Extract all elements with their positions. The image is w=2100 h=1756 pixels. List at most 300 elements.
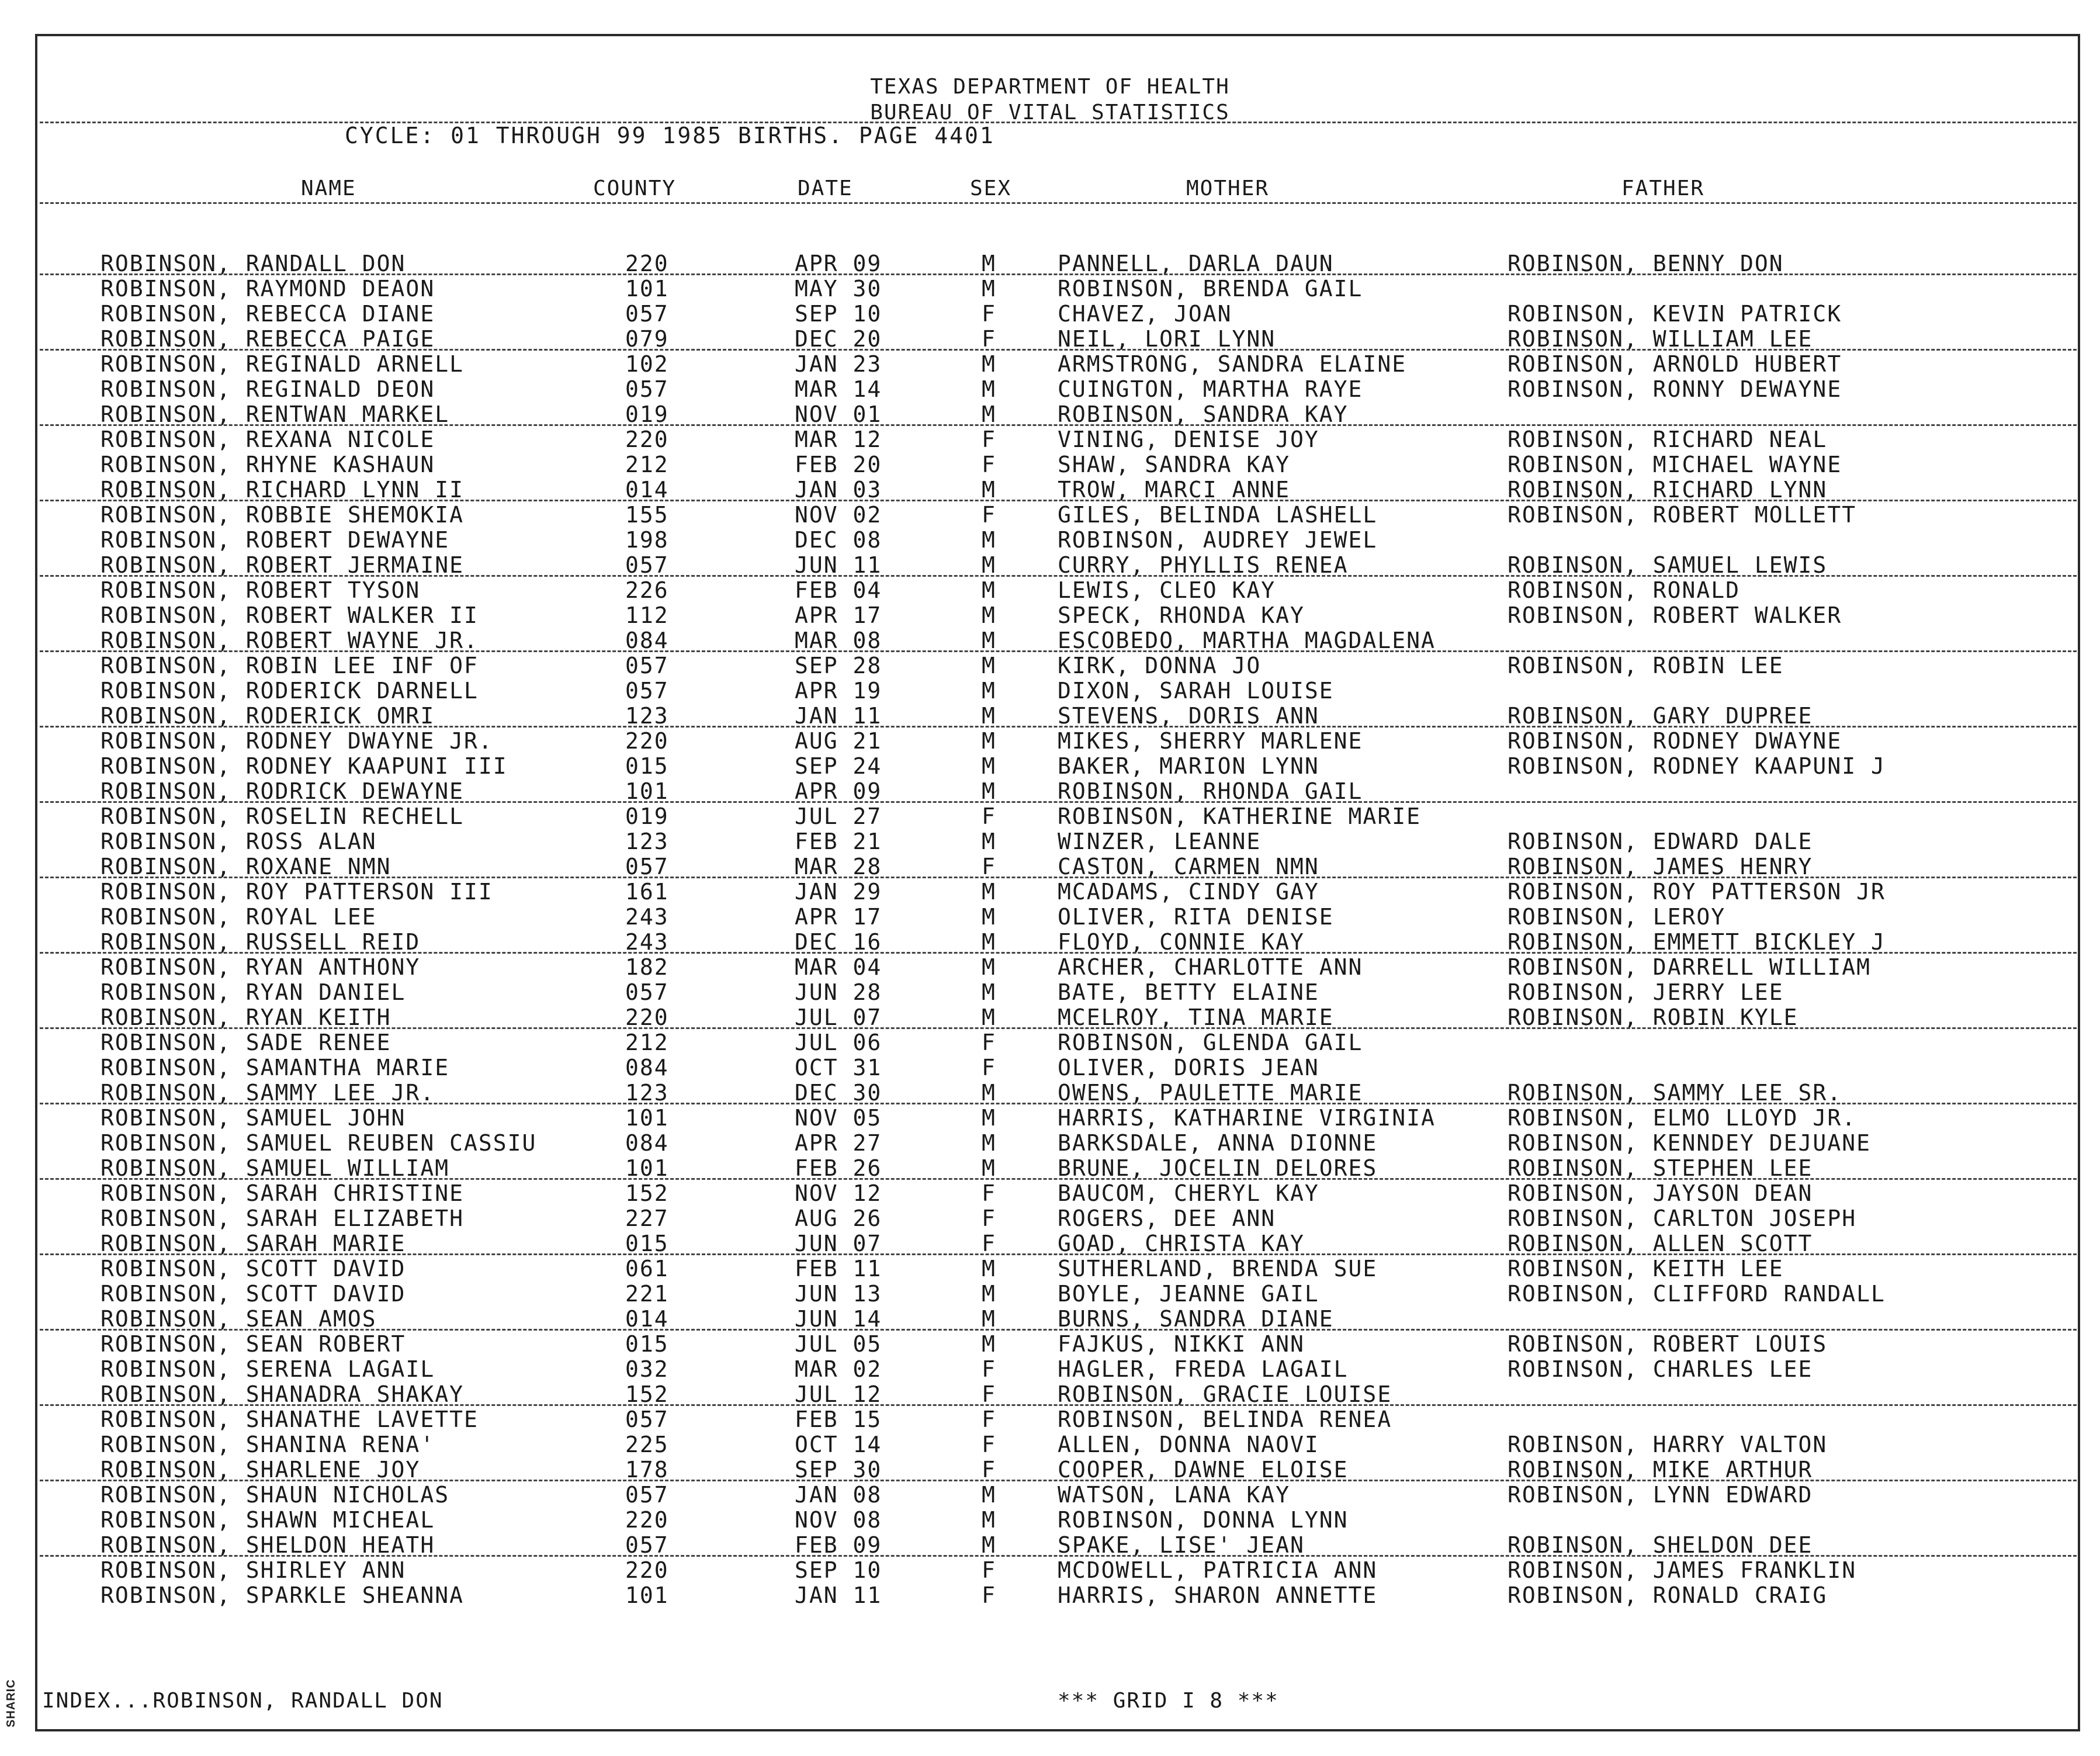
record-date: JAN 11	[795, 1582, 882, 1608]
record-row	[0, 427, 2100, 452]
record-date: JUL 27	[795, 803, 882, 829]
record-row	[0, 1407, 2100, 1432]
record-mother: BAUCOM, CHERYL KAY	[1058, 1180, 1319, 1206]
group-dashed-rule	[40, 500, 2077, 501]
record-county: 198	[625, 527, 669, 553]
record-county: 226	[625, 577, 669, 603]
record-date: MAR 14	[795, 376, 882, 402]
record-sex: M	[982, 678, 996, 704]
record-father: ROBINSON, JAYSON DEAN	[1508, 1180, 1813, 1206]
record-row	[0, 804, 2100, 829]
record-name: ROBINSON, RANDALL DON	[101, 251, 406, 276]
record-date: NOV 05	[795, 1105, 882, 1131]
record-father: ROBINSON, STEPHEN LEE	[1508, 1155, 1813, 1181]
record-date: APR 17	[795, 904, 882, 930]
record-row	[0, 1080, 2100, 1106]
record-county: 061	[625, 1256, 669, 1282]
record-sex: M	[982, 628, 996, 653]
record-county: 057	[625, 678, 669, 704]
record-name: ROBINSON, RODNEY DWAYNE JR.	[101, 728, 493, 754]
record-name: ROBINSON, RYAN DANIEL	[101, 979, 406, 1005]
record-date: JUL 12	[795, 1381, 882, 1407]
record-name: ROBINSON, SHANADRA SHAKAY	[101, 1381, 464, 1407]
record-row	[0, 905, 2100, 930]
record-county: 015	[625, 1231, 669, 1256]
record-father: ROBINSON, KENNDEY DEJUANE	[1508, 1130, 1871, 1156]
record-name: ROBINSON, ROBIN LEE INF OF	[101, 653, 479, 678]
record-mother: HAGLER, FREDA LAGAIL	[1058, 1356, 1349, 1382]
record-mother: BURNS, SANDRA DIANE	[1058, 1306, 1334, 1332]
record-father: ROBINSON, ELMO LLOYD JR.	[1508, 1105, 1857, 1131]
record-date: JAN 03	[795, 477, 882, 503]
record-sex: M	[982, 703, 996, 729]
record-father: ROBINSON, RONNY DEWAYNE	[1508, 376, 1842, 402]
record-date: OCT 31	[795, 1055, 882, 1080]
record-county: 212	[625, 452, 669, 477]
record-date: MAR 28	[795, 854, 882, 879]
record-father: ROBINSON, EMMETT BICKLEY J	[1508, 929, 1886, 955]
record-sex: F	[982, 1432, 996, 1457]
record-name: ROBINSON, SHANATHE LAVETTE	[101, 1407, 479, 1432]
record-father: ROBINSON, CARLTON JOSEPH	[1508, 1206, 1857, 1231]
group-dashed-rule	[40, 1103, 2077, 1104]
record-date: APR 27	[795, 1130, 882, 1156]
record-date: FEB 15	[795, 1407, 882, 1432]
record-name: ROBINSON, ROBERT WAYNE JR.	[101, 628, 479, 653]
record-father: ROBINSON, HARRY VALTON	[1508, 1432, 1828, 1457]
record-county: 220	[625, 1507, 669, 1533]
record-father: ROBINSON, JERRY LEE	[1508, 979, 1784, 1005]
record-sex: M	[982, 351, 996, 377]
record-date: JUL 05	[795, 1331, 882, 1357]
record-row	[0, 1055, 2100, 1080]
record-row	[0, 327, 2100, 352]
record-mother: DIXON, SARAH LOUISE	[1058, 678, 1334, 704]
record-mother: SHAW, SANDRA KAY	[1058, 452, 1291, 477]
record-name: ROBINSON, RICHARD LYNN II	[101, 477, 464, 503]
record-mother: WATSON, LANA KAY	[1058, 1482, 1291, 1508]
record-father: ROBINSON, MIKE ARTHUR	[1508, 1457, 1813, 1483]
record-county: 084	[625, 628, 669, 653]
record-sex: M	[982, 879, 996, 905]
record-county: 057	[625, 979, 669, 1005]
record-county: 243	[625, 904, 669, 930]
record-name: ROBINSON, SAMANTHA MARIE	[101, 1055, 450, 1080]
record-sex: M	[982, 276, 996, 302]
record-mother: ROBINSON, GRACIE LOUISE	[1058, 1381, 1392, 1407]
record-date: JUN 28	[795, 979, 882, 1005]
record-date: NOV 01	[795, 401, 882, 427]
record-row	[0, 729, 2100, 754]
record-date: FEB 20	[795, 452, 882, 477]
record-name: ROBINSON, REXANA NICOLE	[101, 427, 435, 452]
record-sex: M	[982, 979, 996, 1005]
record-sex: M	[982, 527, 996, 553]
record-sex: M	[982, 602, 996, 628]
record-row	[0, 603, 2100, 628]
record-county: 057	[625, 376, 669, 402]
group-dashed-rule	[40, 424, 2077, 426]
group-dashed-rule	[40, 650, 2077, 652]
record-row	[0, 1332, 2100, 1357]
record-father: ROBINSON, SAMUEL LEWIS	[1508, 552, 1828, 578]
record-county: 019	[625, 803, 669, 829]
record-row	[0, 1307, 2100, 1332]
record-county: 182	[625, 954, 669, 980]
record-county: 225	[625, 1432, 669, 1457]
record-county: 123	[625, 1080, 669, 1106]
record-father: ROBINSON, RICHARD LYNN	[1508, 477, 1828, 503]
record-mother: BARKSDALE, ANNA DIONNE	[1058, 1130, 1378, 1156]
record-date: AUG 21	[795, 728, 882, 754]
record-sex: M	[982, 1482, 996, 1508]
record-mother: FAJKUS, NIKKI ANN	[1058, 1331, 1305, 1357]
group-dashed-rule	[40, 349, 2077, 351]
record-mother: MCDOWELL, PATRICIA ANN	[1058, 1557, 1378, 1583]
record-sex: F	[982, 1030, 996, 1055]
record-name: ROBINSON, REGINALD DEON	[101, 376, 435, 402]
record-county: 152	[625, 1381, 669, 1407]
record-mother: KIRK, DONNA JO	[1058, 653, 1262, 678]
group-dashed-rule	[40, 726, 2077, 728]
record-county: 101	[625, 778, 669, 804]
record-name: ROBINSON, RODERICK OMRI	[101, 703, 435, 729]
record-father: ROBINSON, RONALD	[1508, 577, 1741, 603]
record-name: ROBINSON, SPARKLE SHEANNA	[101, 1582, 464, 1608]
record-row	[0, 528, 2100, 553]
record-row	[0, 1231, 2100, 1256]
record-date: JAN 29	[795, 879, 882, 905]
record-row	[0, 1256, 2100, 1282]
record-row	[0, 678, 2100, 704]
record-county: 220	[625, 427, 669, 452]
record-date: DEC 30	[795, 1080, 882, 1106]
record-date: MAR 04	[795, 954, 882, 980]
record-mother: ARCHER, CHARLOTTE ANN	[1058, 954, 1363, 980]
record-father: ROBINSON, BENNY DON	[1508, 251, 1784, 276]
footer-grid: *** GRID I 8 ***	[1058, 1689, 1279, 1713]
record-mother: GOAD, CHRISTA KAY	[1058, 1231, 1305, 1256]
record-father: ROBINSON, ROY PATTERSON JR	[1508, 879, 1886, 905]
record-mother: TROW, MARCI ANNE	[1058, 477, 1291, 503]
record-sex: M	[982, 401, 996, 427]
record-row	[0, 1181, 2100, 1206]
record-county: 123	[625, 703, 669, 729]
record-county: 057	[625, 1532, 669, 1558]
record-mother: CHAVEZ, JOAN	[1058, 301, 1232, 327]
record-row	[0, 276, 2100, 302]
record-sex: M	[982, 251, 996, 276]
record-row	[0, 653, 2100, 678]
record-mother: GILES, BELINDA LASHELL	[1058, 502, 1378, 528]
record-sex: M	[982, 778, 996, 804]
record-date: MAR 12	[795, 427, 882, 452]
record-county: 102	[625, 351, 669, 377]
record-date: JUN 14	[795, 1306, 882, 1332]
record-name: ROBINSON, RHYNE KASHAUN	[101, 452, 435, 477]
record-name: ROBINSON, SHARLENE JOY	[101, 1457, 421, 1483]
record-mother: ROGERS, DEE ANN	[1058, 1206, 1276, 1231]
record-row	[0, 1508, 2100, 1533]
record-mother: FLOYD, CONNIE KAY	[1058, 929, 1305, 955]
record-sex: F	[982, 1231, 996, 1256]
record-sex: F	[982, 502, 996, 528]
record-county: 057	[625, 552, 669, 578]
record-father: ROBINSON, ROBIN LEE	[1508, 653, 1784, 678]
record-father: ROBINSON, ROBERT MOLLETT	[1508, 502, 1857, 528]
record-mother: ROBINSON, GLENDA GAIL	[1058, 1030, 1363, 1055]
record-mother: ROBINSON, AUDREY JEWEL	[1058, 527, 1378, 553]
record-county: 014	[625, 477, 669, 503]
record-sex: F	[982, 1407, 996, 1432]
record-name: ROBINSON, SAMUEL JOHN	[101, 1105, 406, 1131]
record-mother: ROBINSON, BELINDA RENEA	[1058, 1407, 1392, 1432]
record-date: FEB 21	[795, 829, 882, 854]
record-mother: ALLEN, DONNA NAOVI	[1058, 1432, 1319, 1457]
record-county: 057	[625, 854, 669, 879]
record-date: APR 09	[795, 778, 882, 804]
record-mother: WINZER, LEANNE	[1058, 829, 1262, 854]
record-county: 101	[625, 1155, 669, 1181]
record-county: 101	[625, 1105, 669, 1131]
record-father: ROBINSON, GARY DUPREE	[1508, 703, 1813, 729]
record-name: ROBINSON, SARAH ELIZABETH	[101, 1206, 464, 1231]
record-sex: F	[982, 1206, 996, 1231]
column-header-dashed-rule	[40, 202, 2077, 204]
group-dashed-rule	[40, 1555, 2077, 1557]
record-date: JAN 11	[795, 703, 882, 729]
record-mother: SPAKE, LISE' JEAN	[1058, 1532, 1305, 1558]
record-name: ROBINSON, SAMMY LEE JR.	[101, 1080, 435, 1106]
record-row	[0, 980, 2100, 1005]
record-mother: OLIVER, RITA DENISE	[1058, 904, 1334, 930]
record-name: ROBINSON, RYAN ANTHONY	[101, 954, 421, 980]
record-date: MAY 30	[795, 276, 882, 302]
record-sex: M	[982, 1130, 996, 1156]
record-county: 243	[625, 929, 669, 955]
record-county: 220	[625, 728, 669, 754]
record-county: 057	[625, 1482, 669, 1508]
record-sex: F	[982, 1055, 996, 1080]
side-label: SHARIC	[5, 1679, 18, 1728]
record-row	[0, 1583, 2100, 1608]
bureau-title: BUREAU OF VITAL STATISTICS	[870, 101, 1230, 124]
record-mother: ROBINSON, BRENDA GAIL	[1058, 276, 1363, 302]
record-row	[0, 1282, 2100, 1307]
record-date: APR 09	[795, 251, 882, 276]
record-row	[0, 1432, 2100, 1457]
record-name: ROBINSON, ROBERT DEWAYNE	[101, 527, 450, 553]
record-county: 220	[625, 1557, 669, 1583]
footer-index: INDEX...ROBINSON, RANDALL DON	[42, 1689, 443, 1713]
record-row	[0, 578, 2100, 603]
record-sex: M	[982, 1080, 996, 1106]
record-county: 084	[625, 1130, 669, 1156]
record-sex: F	[982, 1381, 996, 1407]
record-date: OCT 14	[795, 1432, 882, 1457]
record-county: 155	[625, 502, 669, 528]
cycle-line: CYCLE: 01 THROUGH 99 1985 BIRTHS. PAGE 4401	[345, 123, 995, 148]
record-sex: M	[982, 1507, 996, 1533]
record-name: ROBINSON, SHAWN MICHEAL	[101, 1507, 435, 1533]
record-name: ROBINSON, SAMUEL WILLIAM	[101, 1155, 450, 1181]
record-mother: OLIVER, DORIS JEAN	[1058, 1055, 1319, 1080]
record-father: ROBINSON, ROBERT WALKER	[1508, 602, 1842, 628]
record-sex: F	[982, 803, 996, 829]
record-row	[0, 477, 2100, 503]
column-header-date: DATE	[798, 176, 853, 200]
record-name: ROBINSON, SCOTT DAVID	[101, 1281, 406, 1307]
record-father: ROBINSON, RONALD CRAIG	[1508, 1582, 1828, 1608]
record-county: 101	[625, 276, 669, 302]
record-date: NOV 02	[795, 502, 882, 528]
record-father: ROBINSON, MICHAEL WAYNE	[1508, 452, 1842, 477]
group-dashed-rule	[40, 1404, 2077, 1406]
record-sex: M	[982, 1331, 996, 1357]
record-sex: M	[982, 577, 996, 603]
record-sex: M	[982, 829, 996, 854]
record-date: JUN 11	[795, 552, 882, 578]
record-father: ROBINSON, CHARLES LEE	[1508, 1356, 1813, 1382]
record-date: JAN 08	[795, 1482, 882, 1508]
record-row	[0, 1533, 2100, 1558]
record-sex: M	[982, 552, 996, 578]
record-sex: F	[982, 452, 996, 477]
record-date: SEP 24	[795, 753, 882, 779]
record-row	[0, 955, 2100, 980]
record-name: ROBINSON, SHANINA RENA'	[101, 1432, 435, 1457]
record-name: ROBINSON, SAMUEL REUBEN CASSIU	[101, 1130, 537, 1156]
record-row	[0, 1106, 2100, 1131]
record-county: 057	[625, 653, 669, 678]
record-row	[0, 352, 2100, 377]
record-mother: SUTHERLAND, BRENDA SUE	[1058, 1256, 1378, 1282]
record-father: ROBINSON, SHELDON DEE	[1508, 1532, 1813, 1558]
record-mother: ROBINSON, SANDRA KAY	[1058, 401, 1349, 427]
record-county: 220	[625, 251, 669, 276]
record-name: ROBINSON, RODNEY KAAPUNI III	[101, 753, 508, 779]
record-county: 032	[625, 1356, 669, 1382]
record-date: FEB 11	[795, 1256, 882, 1282]
record-mother: LEWIS, CLEO KAY	[1058, 577, 1276, 603]
record-county: 015	[625, 1331, 669, 1357]
record-date: JUL 07	[795, 1005, 882, 1030]
record-date: JUN 13	[795, 1281, 882, 1307]
record-name: ROBINSON, SHIRLEY ANN	[101, 1557, 406, 1583]
record-county: 019	[625, 401, 669, 427]
record-row	[0, 1005, 2100, 1030]
record-father: ROBINSON, LYNN EDWARD	[1508, 1482, 1813, 1508]
record-row	[0, 1558, 2100, 1583]
record-date: NOV 08	[795, 1507, 882, 1533]
record-sex: M	[982, 1256, 996, 1282]
record-name: ROBINSON, ROBBIE SHEMOKIA	[101, 502, 464, 528]
record-mother: OWENS, PAULETTE MARIE	[1058, 1080, 1363, 1106]
record-row	[0, 1156, 2100, 1181]
record-county: 015	[625, 753, 669, 779]
record-mother: PANNELL, DARLA DAUN	[1058, 251, 1334, 276]
record-date: FEB 04	[795, 577, 882, 603]
record-row	[0, 302, 2100, 327]
group-dashed-rule	[40, 273, 2077, 275]
record-sex: F	[982, 326, 996, 352]
record-sex: M	[982, 728, 996, 754]
record-date: JUN 07	[795, 1231, 882, 1256]
record-sex: M	[982, 1005, 996, 1030]
record-name: ROBINSON, ROSS ALAN	[101, 829, 377, 854]
group-dashed-rule	[40, 1329, 2077, 1331]
record-father: ROBINSON, RODNEY KAAPUNI J	[1508, 753, 1886, 779]
record-date: JAN 23	[795, 351, 882, 377]
record-name: ROBINSON, ROYAL LEE	[101, 904, 377, 930]
record-sex: F	[982, 854, 996, 879]
record-mother: MCELROY, TINA MARIE	[1058, 1005, 1334, 1030]
record-father: ROBINSON, ROBIN KYLE	[1508, 1005, 1798, 1030]
record-date: DEC 08	[795, 527, 882, 553]
record-name: ROBINSON, ROBERT WALKER II	[101, 602, 479, 628]
record-date: NOV 12	[795, 1180, 882, 1206]
record-father: ROBINSON, KEVIN PATRICK	[1508, 301, 1842, 327]
record-row	[0, 1483, 2100, 1508]
record-county: 221	[625, 1281, 669, 1307]
record-row	[0, 754, 2100, 779]
record-sex: M	[982, 376, 996, 402]
record-father: ROBINSON, ROBERT LOUIS	[1508, 1331, 1828, 1357]
record-name: ROBINSON, RAYMOND DEAON	[101, 276, 435, 302]
record-county: 178	[625, 1457, 669, 1483]
record-date: SEP 10	[795, 301, 882, 327]
record-date: JUL 06	[795, 1030, 882, 1055]
record-row	[0, 251, 2100, 276]
record-name: ROBINSON, ROBERT TYSON	[101, 577, 421, 603]
record-father: ROBINSON, CLIFFORD RANDALL	[1508, 1281, 1886, 1307]
record-sex: M	[982, 1306, 996, 1332]
record-father: ROBINSON, KEITH LEE	[1508, 1256, 1784, 1282]
record-county: 123	[625, 829, 669, 854]
record-father: ROBINSON, ARNOLD HUBERT	[1508, 351, 1842, 377]
group-dashed-rule	[40, 801, 2077, 803]
record-father: ROBINSON, LEROY	[1508, 904, 1726, 930]
record-date: FEB 09	[795, 1532, 882, 1558]
record-father: ROBINSON, WILLIAM LEE	[1508, 326, 1813, 352]
record-county: 227	[625, 1206, 669, 1231]
record-date: MAR 02	[795, 1356, 882, 1382]
record-date: SEP 30	[795, 1457, 882, 1483]
record-row	[0, 1457, 2100, 1483]
record-date: APR 17	[795, 602, 882, 628]
record-row	[0, 503, 2100, 528]
record-name: ROBINSON, SCOTT DAVID	[101, 1256, 406, 1282]
group-dashed-rule	[40, 877, 2077, 878]
group-dashed-rule	[40, 575, 2077, 577]
record-row	[0, 879, 2100, 905]
record-row	[0, 930, 2100, 955]
record-sex: F	[982, 1557, 996, 1583]
department-title: TEXAS DEPARTMENT OF HEALTH	[870, 75, 1230, 99]
record-mother: SPECK, RHONDA KAY	[1058, 602, 1305, 628]
record-name: ROBINSON, RYAN KEITH	[101, 1005, 391, 1030]
record-sex: M	[982, 954, 996, 980]
record-father: ROBINSON, RODNEY DWAYNE	[1508, 728, 1842, 754]
record-row	[0, 704, 2100, 729]
record-sex: M	[982, 1105, 996, 1131]
record-sex: M	[982, 1532, 996, 1558]
record-father: ROBINSON, RICHARD NEAL	[1508, 427, 1828, 452]
record-sex: F	[982, 1582, 996, 1608]
record-name: ROBINSON, ROSELIN RECHELL	[101, 803, 464, 829]
record-name: ROBINSON, SEAN AMOS	[101, 1306, 377, 1332]
record-mother: COOPER, DAWNE ELOISE	[1058, 1457, 1349, 1483]
